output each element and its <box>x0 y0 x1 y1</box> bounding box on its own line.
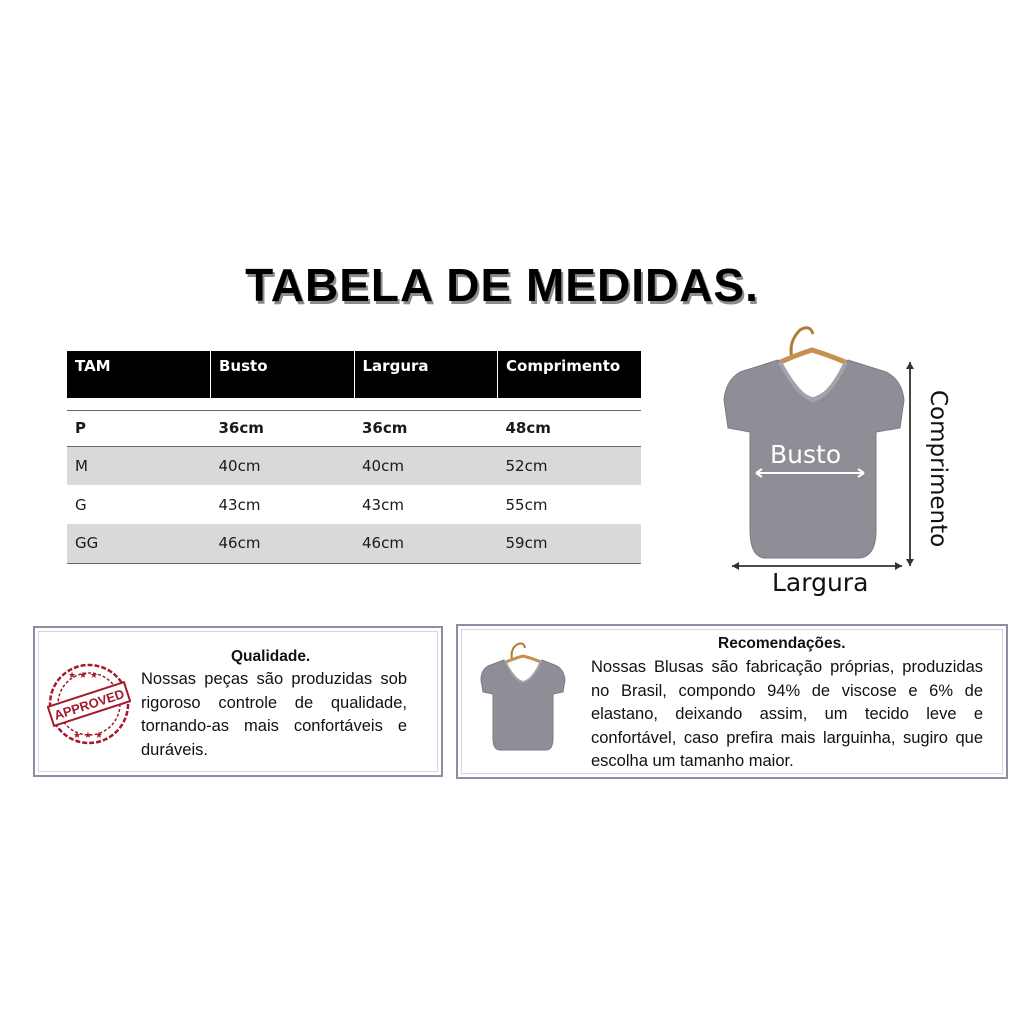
cell-largura: 46cm <box>354 524 498 563</box>
qualidade-text: Nossas peças são produzidas sob rigoroso controle de qualidade, tornando-as mais confortáveis e duráveis. <box>141 670 407 759</box>
cell-largura: 36cm <box>354 410 498 446</box>
table-spacer <box>67 398 641 410</box>
recomendacoes-box <box>456 624 1008 779</box>
cell-size: M <box>67 446 211 485</box>
cell-comprimento: 59cm <box>498 524 642 563</box>
recomendacoes-title: Recomendações. <box>718 635 846 652</box>
cell-comprimento: 52cm <box>498 446 642 485</box>
cell-largura: 40cm <box>354 446 498 485</box>
qualidade-box <box>33 626 443 777</box>
qualidade-title: Qualidade. <box>231 648 311 665</box>
table-row <box>67 524 641 563</box>
cell-busto: 43cm <box>218 495 261 514</box>
busto-label: Busto <box>770 440 842 469</box>
cell-size: GG <box>67 524 211 563</box>
cell-comprimento: 48cm <box>498 410 642 446</box>
header-tam: TAM <box>67 351 211 398</box>
recomendacoes-text: Nossas Blusas são fabricação próprias, produzidas no Brasil, compondo 94% de viscose e 6% de elastano, deixando assim, um tecido leve e confortável, caso prefira mais larguinha, sugiro que escolha um tamanho maior. <box>591 658 983 770</box>
header-largura: Largura <box>354 351 498 398</box>
table-row <box>67 446 641 485</box>
shirt-thumbnail-icon <box>478 640 568 758</box>
stamp-text: APPROVED <box>52 686 127 723</box>
svg-text:★ ★ ★: ★ ★ ★ <box>68 671 98 681</box>
table-row <box>67 410 641 446</box>
cell-size: G <box>75 495 87 514</box>
cell-largura: 43cm <box>362 495 404 514</box>
svg-text:★ ★ ★: ★ ★ ★ <box>73 731 103 741</box>
cell-busto: 46cm <box>211 524 355 563</box>
page-title: TABELA DE MEDIDAS. <box>245 259 759 311</box>
cell-busto: 40cm <box>211 446 355 485</box>
cell-busto: 36cm <box>211 410 355 446</box>
size-table <box>67 351 641 564</box>
header-comprimento: Comprimento <box>498 351 642 398</box>
comprimento-arrow <box>906 362 914 566</box>
comprimento-label: Comprimento <box>925 390 951 548</box>
table-header-row <box>67 351 641 398</box>
largura-label: Largura <box>772 568 869 597</box>
header-busto: Busto <box>211 351 355 398</box>
cell-comprimento: 55cm <box>505 495 548 514</box>
approved-stamp-icon <box>47 662 131 746</box>
cell-size: P <box>67 410 211 446</box>
table-row <box>67 485 641 524</box>
